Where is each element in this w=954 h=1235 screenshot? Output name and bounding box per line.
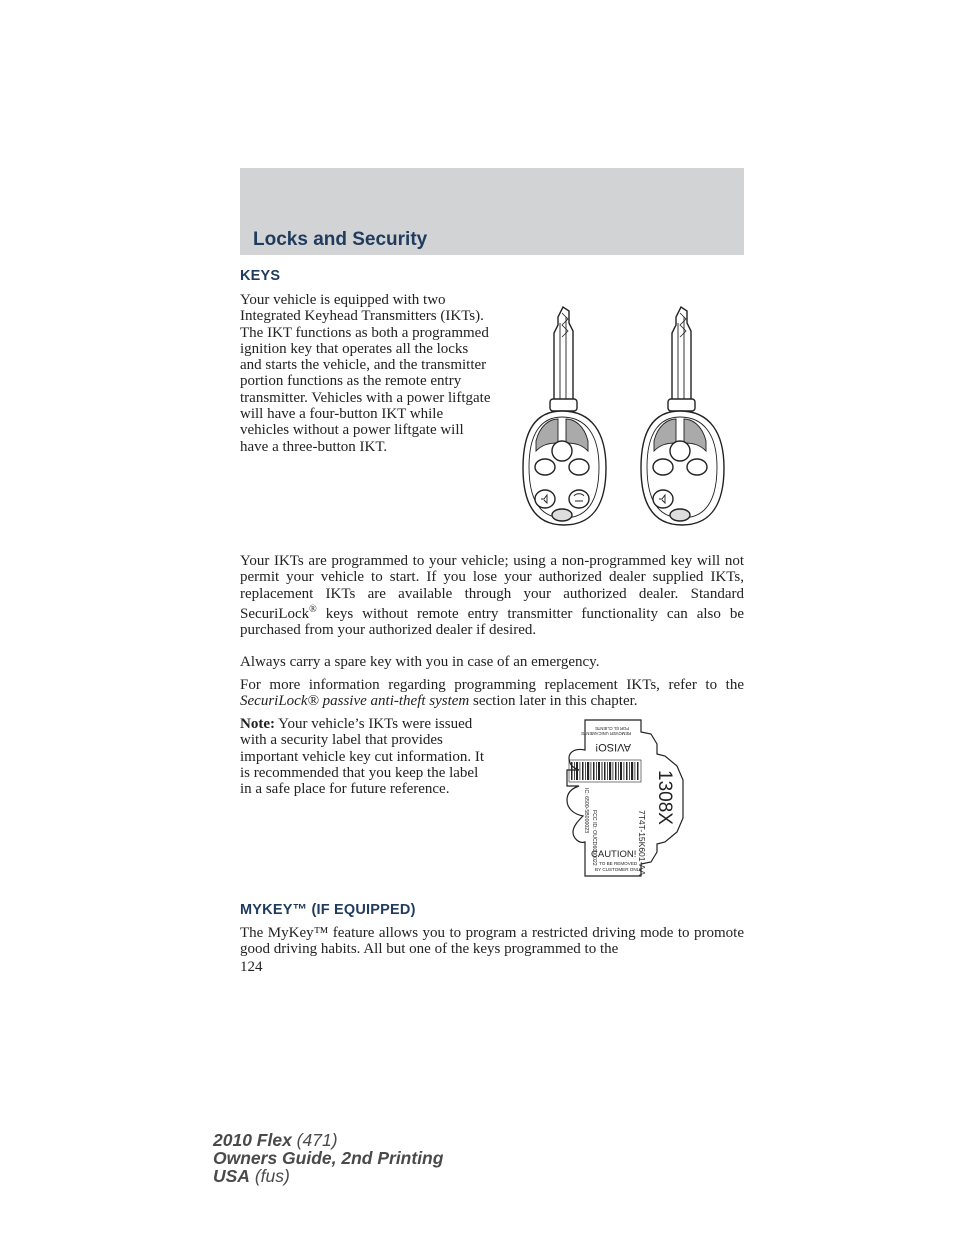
fcc-line-text: FCC ID: OUCD6000022 — [591, 810, 597, 866]
keys-intro-text: Your vehicle is equipped with two Integrated Keyhead Transmitters (IKTs). The IKT functions as both a programmed ignition key that operates all the locks and starts the vehicle, and the transmitter portion functions as the remote entry transmitter. Vehicles with a power liftgate will have a four-button IKT while vehicles without a power liftgate will have a three-button IKT. — [240, 292, 491, 455]
caution-sub2-text: BY CUSTOMER ONLY — [595, 867, 642, 872]
footer-market: USA — [213, 1166, 250, 1186]
caution-sub1-text: TO BE REMOVED — [599, 861, 638, 866]
securilock-reference: SecuriLock® passive anti-theft system — [240, 693, 470, 710]
section-header-band — [240, 168, 744, 255]
ic-line-text: IC: 6500-5B000023 — [583, 788, 589, 833]
keys-heading: KEYS — [240, 268, 281, 284]
code-text: 1308X — [654, 770, 675, 825]
document-footer — [213, 1131, 443, 1185]
note-text: Your vehicle’s IKTs were issued with a security label that provides important vehicle key cut information. It is recommended that you keep the label in a safe place for future reference. — [240, 716, 485, 798]
footer-line-1 — [213, 1131, 443, 1149]
section-title: Locks and Security — [253, 229, 428, 250]
aviso-text: AVISO! — [595, 741, 631, 753]
mykey-text: The MyKey™ feature allows you to program a restricted driving mode to promote good driving habits. All but one of the keys programmed to the — [240, 925, 744, 958]
three-button-key-icon — [523, 307, 606, 525]
footer-model-code: (471) — [291, 1130, 338, 1150]
aviso-sub2-text: POR EL CLIENTE — [594, 726, 629, 731]
four-button-key-icon — [641, 307, 724, 525]
para4-end: section later in this chapter. — [469, 693, 638, 710]
aviso-sub1-text: REMOVER UNICAMENTE — [580, 731, 631, 736]
mykey-paragraph — [240, 925, 744, 958]
footer-line-3 — [213, 1167, 443, 1185]
mykey-heading: MYKEY™ (IF EQUIPPED) — [240, 902, 416, 918]
part-number-text: 7T4T-15K601-AA — [637, 810, 647, 876]
footer-market-code: (fus) — [249, 1166, 290, 1186]
footer-model: 2010 Flex — [213, 1130, 292, 1150]
caution-text: CAUTION! — [591, 849, 637, 860]
para4-start: For more information regarding programming replacement IKTs, refer to the — [240, 677, 744, 693]
footer-line-2: Owners Guide, 2nd Printing — [213, 1148, 444, 1168]
note-paragraph — [240, 716, 492, 797]
more-info-paragraph — [240, 677, 744, 710]
keys-programming-paragraph — [240, 553, 744, 638]
spare-key-text: Always carry a spare key with you in case of an emergency. — [240, 654, 600, 670]
spare-key-paragraph — [240, 654, 744, 670]
para2-end: keys without remote entry transmitter functionality can also be purchased from your authorized dealer if desired. — [240, 605, 744, 639]
registered-mark: ® — [309, 603, 317, 615]
ikt-keys-illustration — [518, 303, 740, 529]
page-number: 124 — [240, 959, 263, 975]
keys-intro-paragraph — [240, 292, 492, 455]
para2-start: Your IKTs are programmed to your vehicle; using a non-programmed key will not permit your vehicle to start. If you lose your authorized dealer supplied IKTs, replacement IKTs are available through your authorized dealer. Standard SecuriLock — [240, 553, 744, 622]
note-label: Note: — [240, 716, 275, 732]
security-label-illustration — [555, 718, 687, 878]
